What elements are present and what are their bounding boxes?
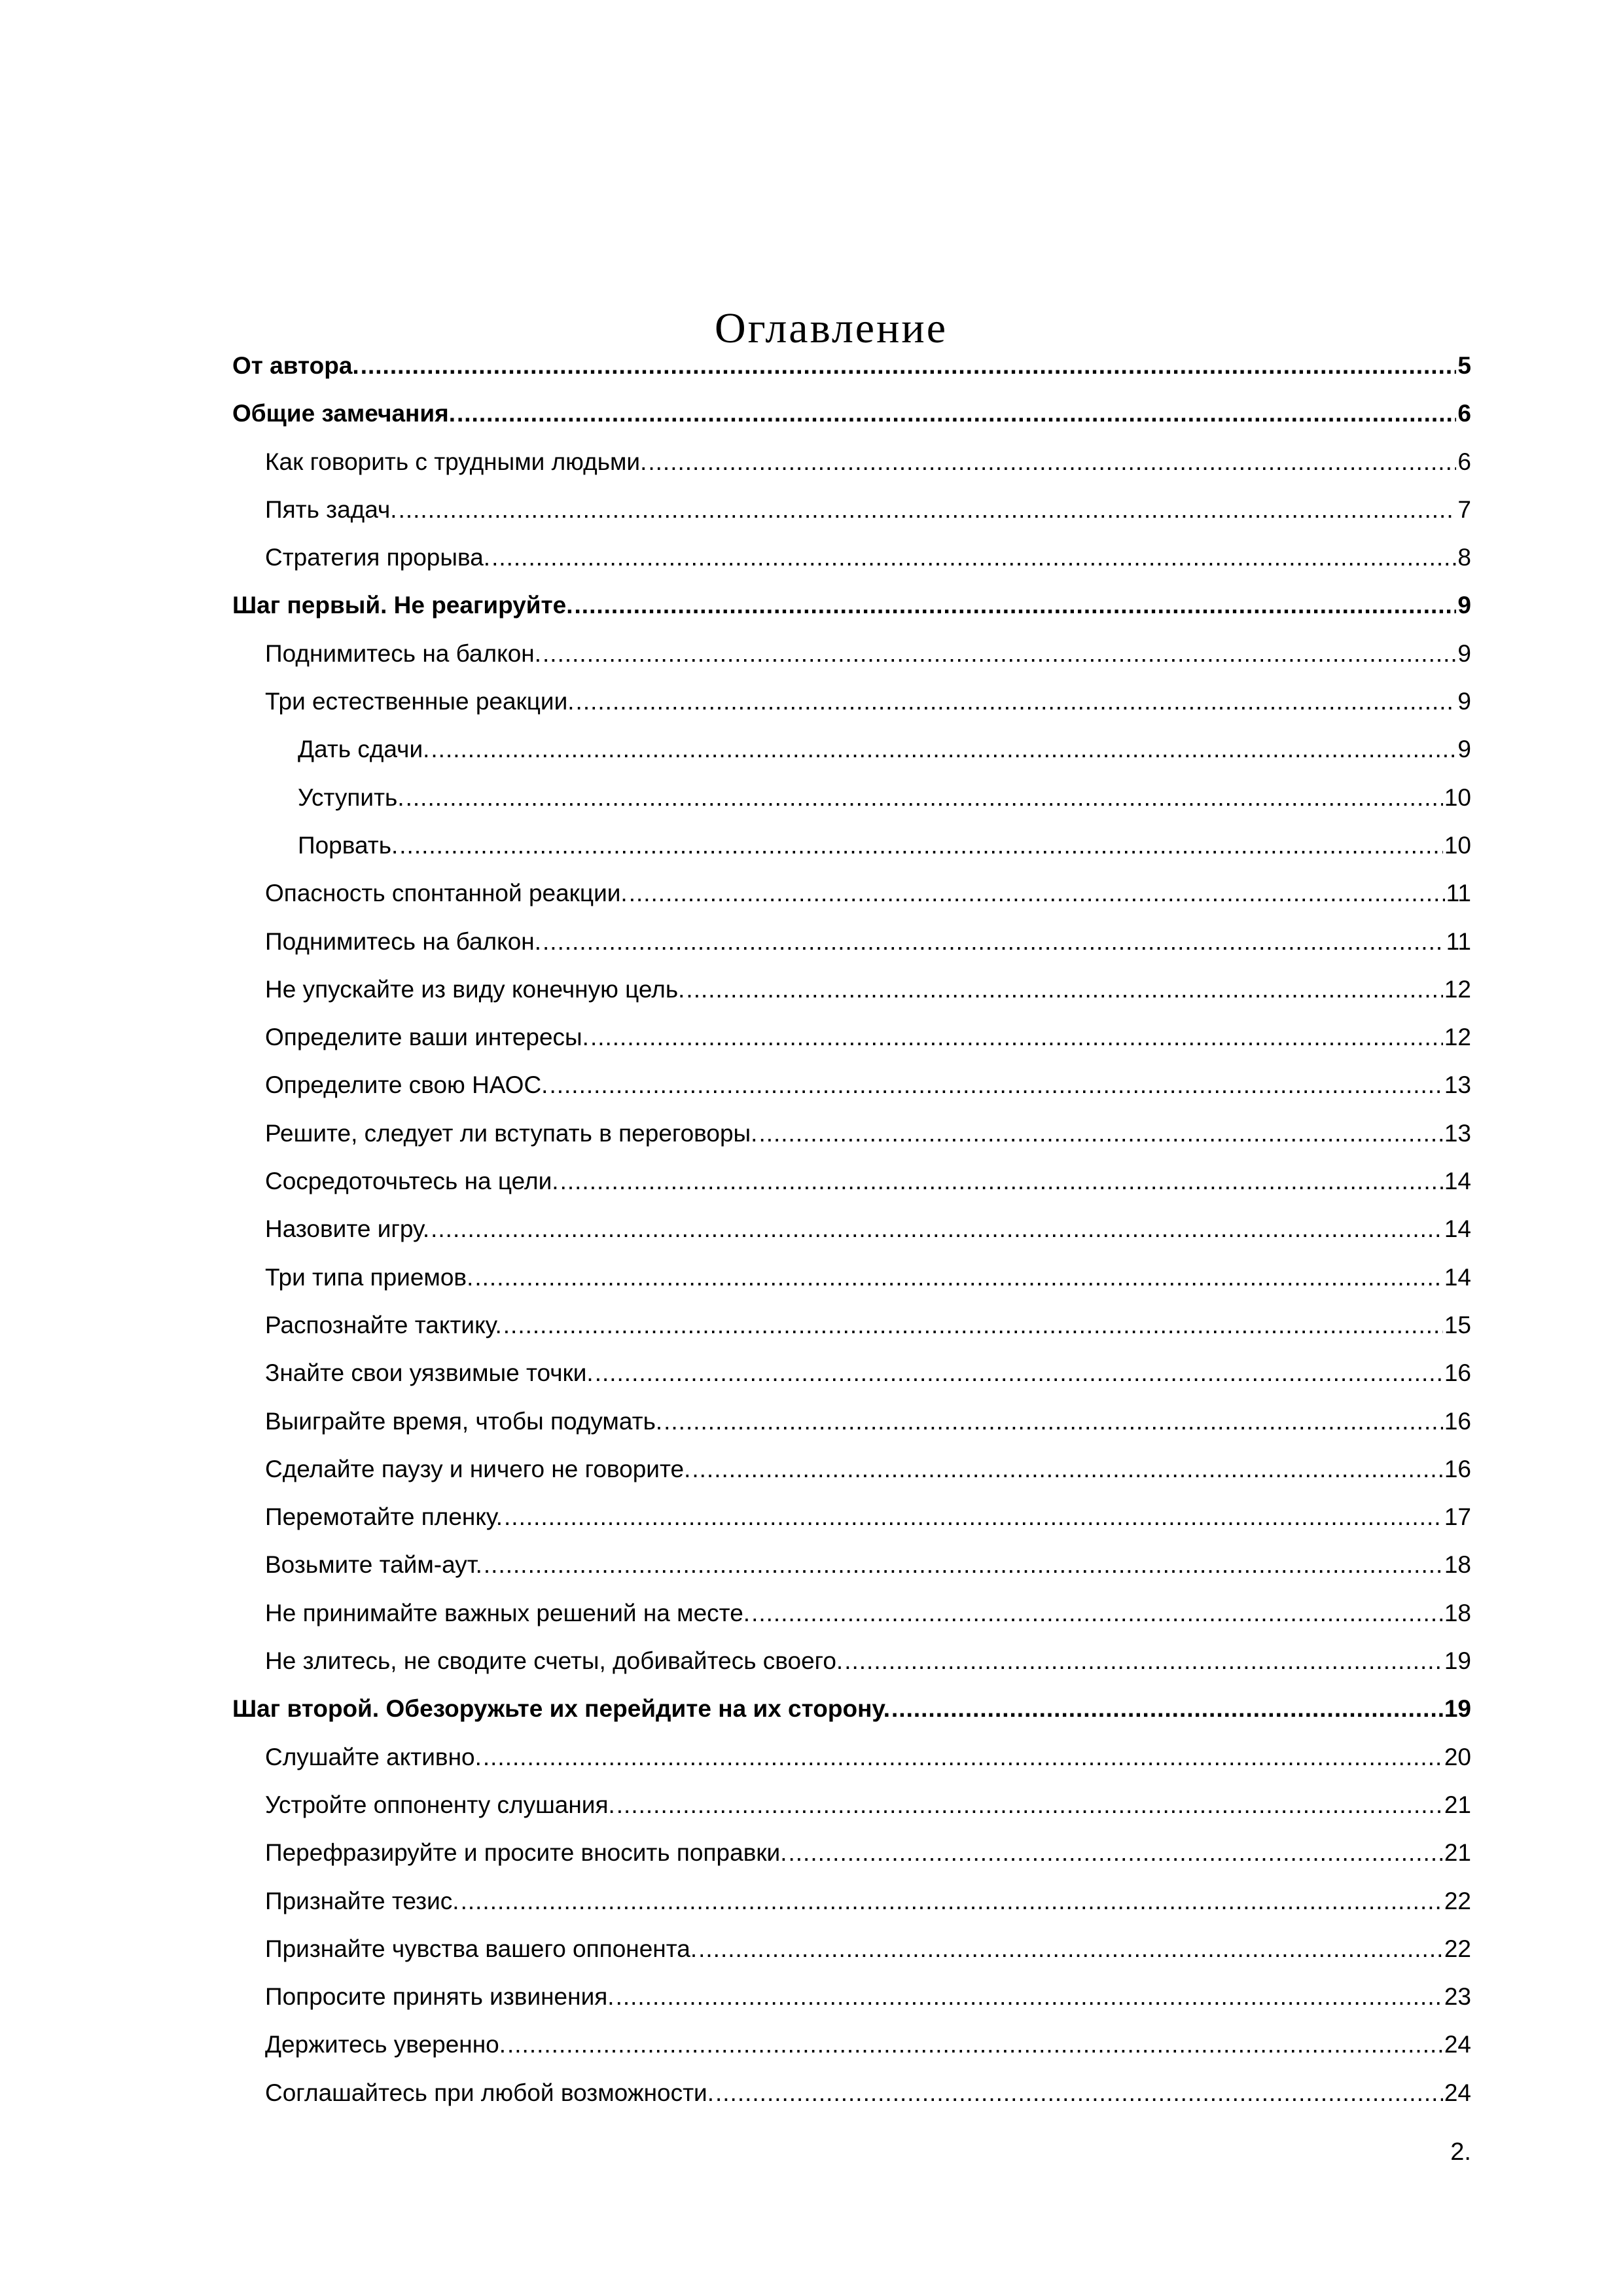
toc-dot-leader — [715, 2069, 1443, 2117]
toc-dot-leader — [616, 1973, 1443, 2020]
toc-entry[interactable] — [232, 1109, 1471, 1157]
toc-entry[interactable] — [232, 725, 1471, 773]
toc-entry-page: 20 — [1444, 1743, 1471, 1770]
toc-dot-leader — [664, 1397, 1443, 1445]
toc-entry[interactable] — [232, 581, 1471, 629]
toc-entry[interactable] — [232, 821, 1471, 869]
toc-entry-title: Не принимайте важных решений на месте. — [265, 1599, 751, 1626]
toc-entry[interactable] — [232, 1013, 1471, 1061]
toc-dot-leader — [361, 342, 1457, 389]
toc-entry-page: 16 — [1444, 1359, 1471, 1387]
toc-dot-leader — [399, 486, 1457, 533]
toc-dot-leader — [590, 1013, 1443, 1061]
toc-entry-page: 21 — [1444, 1839, 1471, 1867]
toc-dot-leader — [595, 1349, 1443, 1397]
toc-dot-leader — [549, 1061, 1442, 1109]
toc-entry-title: Дать сдачи. — [298, 736, 430, 763]
toc-entry[interactable] — [232, 1493, 1471, 1541]
toc-entry-page: 12 — [1444, 1024, 1471, 1051]
toc-entry-page: 19 — [1444, 1647, 1471, 1675]
toc-entry-title: Поднимитесь на балкон. — [265, 639, 542, 667]
toc-entry[interactable] — [232, 965, 1471, 1013]
toc-entry[interactable] — [232, 1061, 1471, 1109]
toc-entry[interactable] — [232, 918, 1471, 965]
toc-entry[interactable] — [232, 1637, 1471, 1685]
toc-title: Оглавление — [714, 304, 948, 353]
toc-dot-leader — [789, 1829, 1443, 1876]
toc-entry-title: Попросите принять извинения. — [265, 1983, 615, 2011]
toc-entry-page: 13 — [1444, 1119, 1471, 1147]
toc-entry-page: 18 — [1444, 1551, 1471, 1579]
toc-entry[interactable] — [232, 1157, 1471, 1205]
toc-entry-page: 5 — [1457, 352, 1471, 379]
toc-entry[interactable] — [232, 533, 1471, 581]
toc-entry[interactable] — [232, 486, 1471, 533]
toc-entry-title: Признайте чувства вашего оппонента. — [265, 1935, 698, 1962]
toc-entry[interactable] — [232, 774, 1471, 821]
toc-entry[interactable] — [232, 1397, 1471, 1445]
toc-entry-page: 6 — [1457, 448, 1471, 475]
toc-entry-page: 14 — [1444, 1168, 1471, 1195]
toc-entry-title: Порвать. — [298, 831, 399, 859]
toc-dot-leader — [503, 1301, 1443, 1349]
toc-entry[interactable] — [232, 342, 1471, 389]
toc-entry-page: 14 — [1444, 1263, 1471, 1291]
toc-entry-title: Поднимитесь на балкон. — [265, 927, 542, 955]
toc-entry-page: 24 — [1444, 2031, 1471, 2058]
toc-entry-title: Общие замечания. — [232, 400, 455, 427]
toc-entry-title: От автора. — [232, 352, 359, 379]
toc-dot-leader — [560, 1157, 1443, 1205]
toc-entry-title: Знайте свои уязвимые точки. — [265, 1359, 594, 1387]
toc-dot-leader — [491, 533, 1456, 581]
toc-entry[interactable] — [232, 1349, 1471, 1397]
toc-entry[interactable] — [232, 1877, 1471, 1925]
toc-entry-page: 22 — [1444, 1887, 1471, 1914]
toc-entry-page: 19 — [1444, 1695, 1471, 1723]
toc-entry-page: 9 — [1457, 736, 1471, 763]
toc-entry-title: Уступить. — [298, 783, 404, 811]
toc-entry[interactable] — [232, 869, 1471, 917]
toc-entry-page: 11 — [1446, 927, 1471, 955]
toc-entry-title: Определите свою НАОС. — [265, 1071, 548, 1099]
toc-entry[interactable] — [232, 1445, 1471, 1493]
toc-entry-page: 10 — [1444, 831, 1471, 859]
toc-dot-leader — [891, 1685, 1443, 1732]
toc-entry-page: 6 — [1457, 400, 1471, 427]
toc-entry-page: 9 — [1457, 688, 1471, 715]
toc-entry-title: Не упускайте из виду конечную цель. — [265, 975, 685, 1003]
toc-entry-title: Устройте оппоненту слушания. — [265, 1791, 615, 1818]
toc-entry-page: 23 — [1444, 1983, 1471, 2011]
toc-entry-title: Шаг второй. Обезоружьте их перейдите на их сторону. — [232, 1695, 891, 1723]
toc-entry[interactable] — [232, 2020, 1471, 2068]
toc-entry-title: Соглашайтесь при любой возможности. — [265, 2079, 714, 2106]
toc-entry-page: 18 — [1444, 1599, 1471, 1626]
toc-entry[interactable] — [232, 1781, 1471, 1829]
toc-dot-leader — [576, 677, 1457, 725]
toc-dot-leader — [406, 774, 1443, 821]
toc-entry-title: Определите ваши интересы. — [265, 1024, 589, 1051]
toc-dot-leader — [758, 1109, 1442, 1157]
toc-entry[interactable] — [232, 1301, 1471, 1349]
toc-dot-leader — [504, 1493, 1443, 1541]
page-number: 2. — [1450, 2138, 1471, 2166]
toc-entry-title: Решите, следует ли вступать в переговоры. — [265, 1119, 758, 1147]
toc-entry[interactable] — [232, 1685, 1471, 1732]
toc-entry-title: Опасность спонтанной реакции. — [265, 880, 628, 907]
toc-entry-title: Перефразируйте и просите вносить поправки. — [265, 1839, 787, 1867]
toc-entry[interactable] — [232, 1589, 1471, 1637]
toc-dot-leader — [629, 869, 1445, 917]
toc-entry-page: 16 — [1444, 1455, 1471, 1482]
toc-entry[interactable] — [232, 1829, 1471, 1876]
toc-entry-title: Выиграйте время, чтобы подумать. — [265, 1407, 663, 1435]
toc-entry-title: Возьмите тайм-аут. — [265, 1551, 482, 1579]
toc-entry-page: 9 — [1457, 639, 1471, 667]
toc-entry-page: 7 — [1457, 495, 1471, 523]
toc-entry-title: Пять задач. — [265, 495, 397, 523]
toc-dot-leader — [648, 438, 1456, 486]
toc-entry-page: 15 — [1444, 1311, 1471, 1338]
toc-entry-title: Три типа приемов. — [265, 1263, 474, 1291]
toc-dot-leader — [431, 1205, 1443, 1253]
toc-dot-leader — [484, 1541, 1443, 1588]
toc-entry[interactable] — [232, 630, 1471, 677]
toc-entry-page: 21 — [1444, 1791, 1471, 1818]
toc-entry-page: 12 — [1444, 975, 1471, 1003]
toc-dot-leader — [844, 1637, 1443, 1685]
toc-dot-leader — [616, 1781, 1443, 1829]
toc-entry[interactable] — [232, 1541, 1471, 1588]
toc-entry-title: Шаг первый. Не реагируйте. — [232, 592, 573, 619]
toc-entry-title: Не злитесь, не сводите счеты, добивайтесь своего. — [265, 1647, 844, 1675]
toc-entry-page: 10 — [1444, 783, 1471, 811]
toc-entry-title: Признайте тезис. — [265, 1887, 459, 1914]
toc-dot-leader — [474, 1253, 1442, 1301]
toc-dot-leader — [431, 725, 1456, 773]
toc-dot-leader — [543, 918, 1445, 965]
toc-entry[interactable] — [232, 1925, 1471, 1973]
toc-entry-title: Слушайте активно. — [265, 1743, 482, 1770]
toc-entry[interactable] — [232, 2069, 1471, 2117]
toc-entry-page: 8 — [1457, 544, 1471, 571]
toc-dot-leader — [751, 1589, 1443, 1637]
toc-dot-leader — [483, 1733, 1443, 1781]
toc-entry-title: Перемотайте пленку. — [265, 1503, 503, 1531]
toc-entry-title: Как говорить с трудными людьми. — [265, 448, 647, 475]
toc-list — [232, 342, 1471, 2117]
toc-entry-title: Три естественные реакции. — [265, 688, 575, 715]
toc-entry-title: Держитесь уверенно. — [265, 2031, 506, 2058]
toc-entry-page: 13 — [1444, 1071, 1471, 1099]
toc-dot-leader — [507, 2020, 1443, 2068]
toc-dot-leader — [575, 581, 1457, 629]
toc-entry-page: 22 — [1444, 1935, 1471, 1962]
toc-entry-title: Стратегия прорыва. — [265, 544, 491, 571]
toc-dot-leader — [543, 630, 1456, 677]
toc-dot-leader — [698, 1925, 1443, 1973]
toc-entry[interactable] — [232, 1205, 1471, 1253]
toc-entry-page: 14 — [1444, 1215, 1471, 1243]
toc-entry[interactable] — [232, 389, 1471, 437]
toc-entry-title: Сделайте паузу и ничего не говорите. — [265, 1455, 691, 1482]
toc-dot-leader — [692, 1445, 1442, 1493]
toc-dot-leader — [686, 965, 1442, 1013]
toc-entry[interactable] — [232, 1733, 1471, 1781]
toc-dot-leader — [461, 1877, 1443, 1925]
toc-entry[interactable] — [232, 1253, 1471, 1301]
toc-entry-title: Сосредоточьтесь на цели. — [265, 1168, 559, 1195]
toc-dot-leader — [457, 389, 1456, 437]
toc-entry[interactable] — [232, 438, 1471, 486]
toc-entry-page: 16 — [1444, 1407, 1471, 1435]
toc-entry-title: Назовите игру. — [265, 1215, 430, 1243]
toc-entry[interactable] — [232, 677, 1471, 725]
toc-entry-page: 17 — [1444, 1503, 1471, 1531]
toc-entry-page: 24 — [1444, 2079, 1471, 2106]
toc-entry-page: 9 — [1457, 592, 1471, 619]
toc-entry-title: Распознайте тактику. — [265, 1311, 502, 1338]
toc-entry-page: 11 — [1446, 880, 1471, 907]
toc-entry[interactable] — [232, 1973, 1471, 2020]
toc-dot-leader — [399, 821, 1443, 869]
